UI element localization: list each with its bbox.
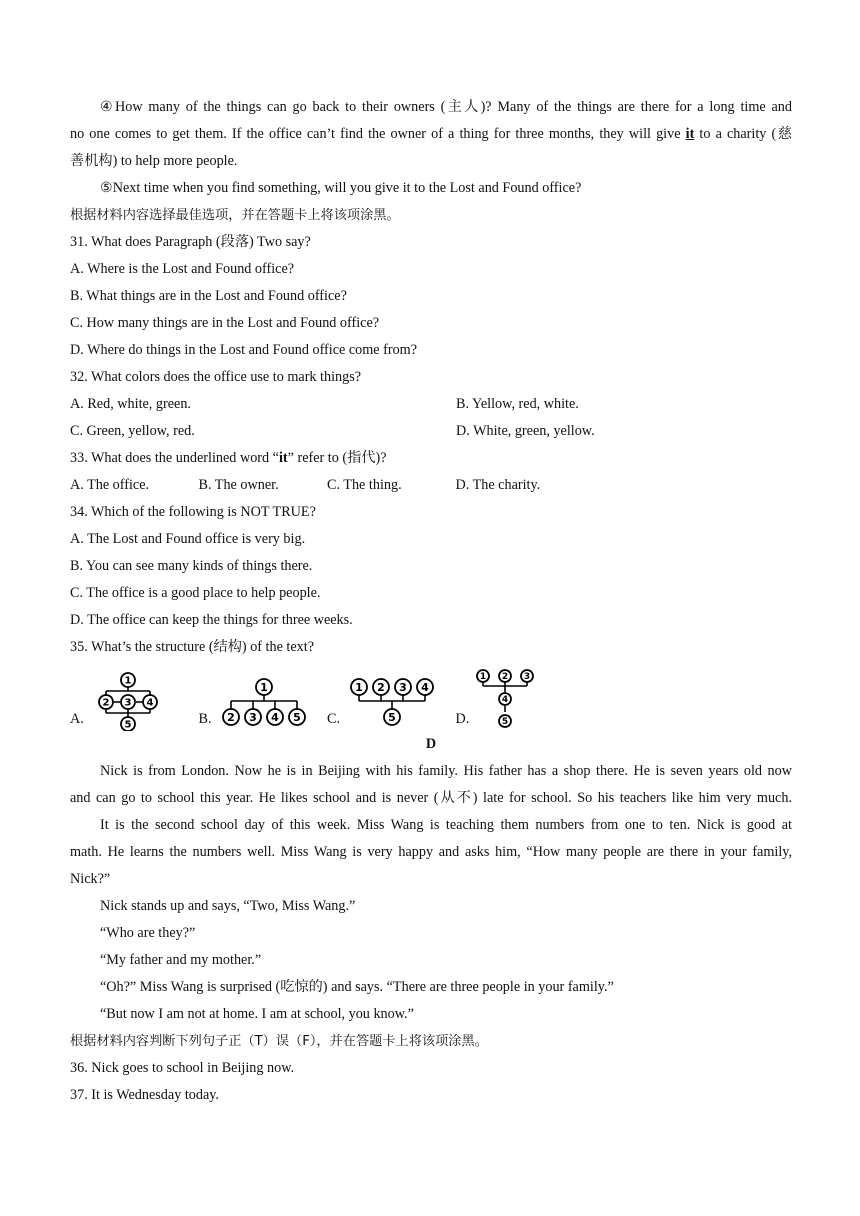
q33-option-c: C. The thing. — [327, 477, 402, 493]
node-label-3: 3 — [399, 681, 407, 694]
q32-option-c: C. Green, yellow, red. — [70, 423, 195, 439]
instruction-choose: 根据材料内容选择最佳选项，并在答题卡上将该项涂黑。 — [70, 208, 400, 223]
node-label-4: 4 — [421, 681, 429, 694]
section-d-p2-line1: It is the second school day of this week. Miss Wang is teaching them numbers from one to ten. Nick is good at — [100, 817, 792, 833]
dialogue-line-3: “My father and my mother.” — [100, 952, 262, 968]
node-label-1: 1 — [124, 675, 132, 687]
q33-stem-tail: ” refer to (指代)? — [287, 450, 387, 466]
node-label-3: 3 — [524, 672, 531, 683]
section-d-p2-line2: math. He learns the numbers well. Miss Wang is very happy and asks him, “How many people are there in your family, — [70, 844, 792, 860]
q32-stem: 32. What colors does the office use to mark things? — [70, 369, 362, 385]
para4-line3: 善机构) to help more people. — [70, 153, 238, 169]
para4-line2-text: no one comes to get them. If the office can’t find the owner of a thing for three months, they will give — [70, 126, 686, 142]
q32-option-a: A. Red, white, green. — [70, 396, 191, 412]
q31-option-a: A. Where is the Lost and Found office? — [70, 261, 295, 277]
node-label-5: 5 — [292, 711, 301, 724]
q35-option-a — [70, 669, 199, 731]
q31-option-b: B. What things are in the Lost and Found office? — [70, 288, 347, 304]
node-label-4: 4 — [146, 697, 154, 709]
q35-structure-options — [70, 661, 792, 731]
q31-stem: 31. What does Paragraph (段落) Two say? — [70, 234, 311, 250]
q35-stem: 35. What’s the structure (结构) of the text? — [70, 639, 315, 655]
node-label-3: 3 — [248, 711, 257, 724]
para5: ⑤Next time when you find something, will you give it to the Lost and Found office? — [100, 180, 582, 196]
q35-option-c-label: C. — [327, 711, 341, 727]
para4-line2-tail: to a charity (慈 — [694, 126, 792, 142]
node-label-1: 1 — [355, 681, 363, 694]
q33-stem-word: it — [278, 450, 288, 466]
para4-line2 — [70, 121, 792, 148]
q34-stem: 34. Which of the following is NOT TRUE? — [70, 504, 316, 520]
q33-stem — [70, 445, 792, 472]
q34-option-b: B. You can see many kinds of things there. — [70, 558, 313, 574]
q35-option-d — [456, 669, 585, 731]
q36-stem: 36. Nick goes to school in Beijing now. — [70, 1060, 295, 1076]
underlined-it: it — [685, 126, 695, 142]
dialogue-line-5: “But now I am not at home. I am at school, you know.” — [100, 1006, 414, 1022]
node-label-5: 5 — [124, 719, 132, 731]
structure-diagram-a — [88, 669, 178, 731]
dialogue-line-2: “Who are they?” — [100, 925, 196, 941]
q35-option-b-label: B. — [198, 711, 212, 727]
section-d-p1-line2: and can go to school this year. He likes school and is never (从不) late for school. So his teachers like him very much. — [70, 790, 792, 806]
q31-option-d: D. Where do things in the Lost and Found office come from? — [70, 342, 417, 358]
section-d-heading: D — [425, 736, 437, 752]
q33-options — [70, 472, 792, 499]
node-label-5: 5 — [502, 717, 509, 728]
q34-option-a: A. The Lost and Found office is very big. — [70, 531, 306, 547]
q33-option-b: B. The owner. — [198, 477, 279, 493]
structure-diagram-c — [344, 669, 440, 731]
dialogue-line-4: “Oh?” Miss Wang is surprised (吃惊的) and says. “There are three people in your family.” — [100, 979, 614, 995]
q32-option-b: B. Yellow, red, white. — [456, 396, 579, 412]
q37-stem: 37. It is Wednesday today. — [70, 1087, 219, 1103]
node-label-5: 5 — [388, 711, 396, 724]
q34-option-c: C. The office is a good place to help people. — [70, 585, 321, 601]
q34-option-d: D. The office can keep the things for three weeks. — [70, 612, 353, 628]
q32-option-d: D. White, green, yellow. — [456, 423, 595, 439]
node-label-4: 4 — [502, 695, 509, 706]
node-label-2: 2 — [502, 672, 509, 683]
node-label-2: 2 — [377, 681, 385, 694]
node-label-1: 1 — [259, 681, 268, 694]
node-label-3: 3 — [124, 697, 132, 709]
q32-options-row2 — [70, 418, 792, 445]
q33-stem-text: 33. What does the underlined word “ — [70, 450, 279, 466]
dialogue-line-1: Nick stands up and says, “Two, Miss Wang.” — [100, 898, 356, 914]
q31-option-c: C. How many things are in the Lost and Found office? — [70, 315, 380, 331]
section-d-p1-line1: Nick is from London. Now he is in Beijing with his family. His father has a shop there. He is seven years old now — [100, 763, 792, 779]
q33-option-a: A. The office. — [70, 477, 150, 493]
structure-diagram-d — [473, 669, 539, 731]
q32-options-row1 — [70, 391, 792, 418]
document-page — [70, 94, 792, 1109]
structure-diagram-b — [216, 669, 312, 731]
instruction-true-false: 根据材料内容判断下列句子正（T）误（F），并在答题卡上将该项涂黑。 — [70, 1034, 488, 1049]
q33-option-d: D. The charity. — [455, 477, 541, 493]
node-label-2: 2 — [226, 711, 235, 724]
node-label-2: 2 — [102, 697, 110, 709]
node-label-4: 4 — [270, 711, 279, 724]
q35-option-d-label: D. — [455, 711, 470, 727]
q35-option-c — [327, 669, 456, 731]
q35-option-b — [199, 669, 328, 731]
section-d-p2-line3: Nick?” — [70, 871, 111, 887]
q35-option-a-label: A. — [70, 711, 84, 727]
para4-line1: ④How many of the things can go back to their owners (主人)? Many of the things are there for a long time and — [100, 99, 792, 115]
node-label-1: 1 — [480, 672, 487, 683]
